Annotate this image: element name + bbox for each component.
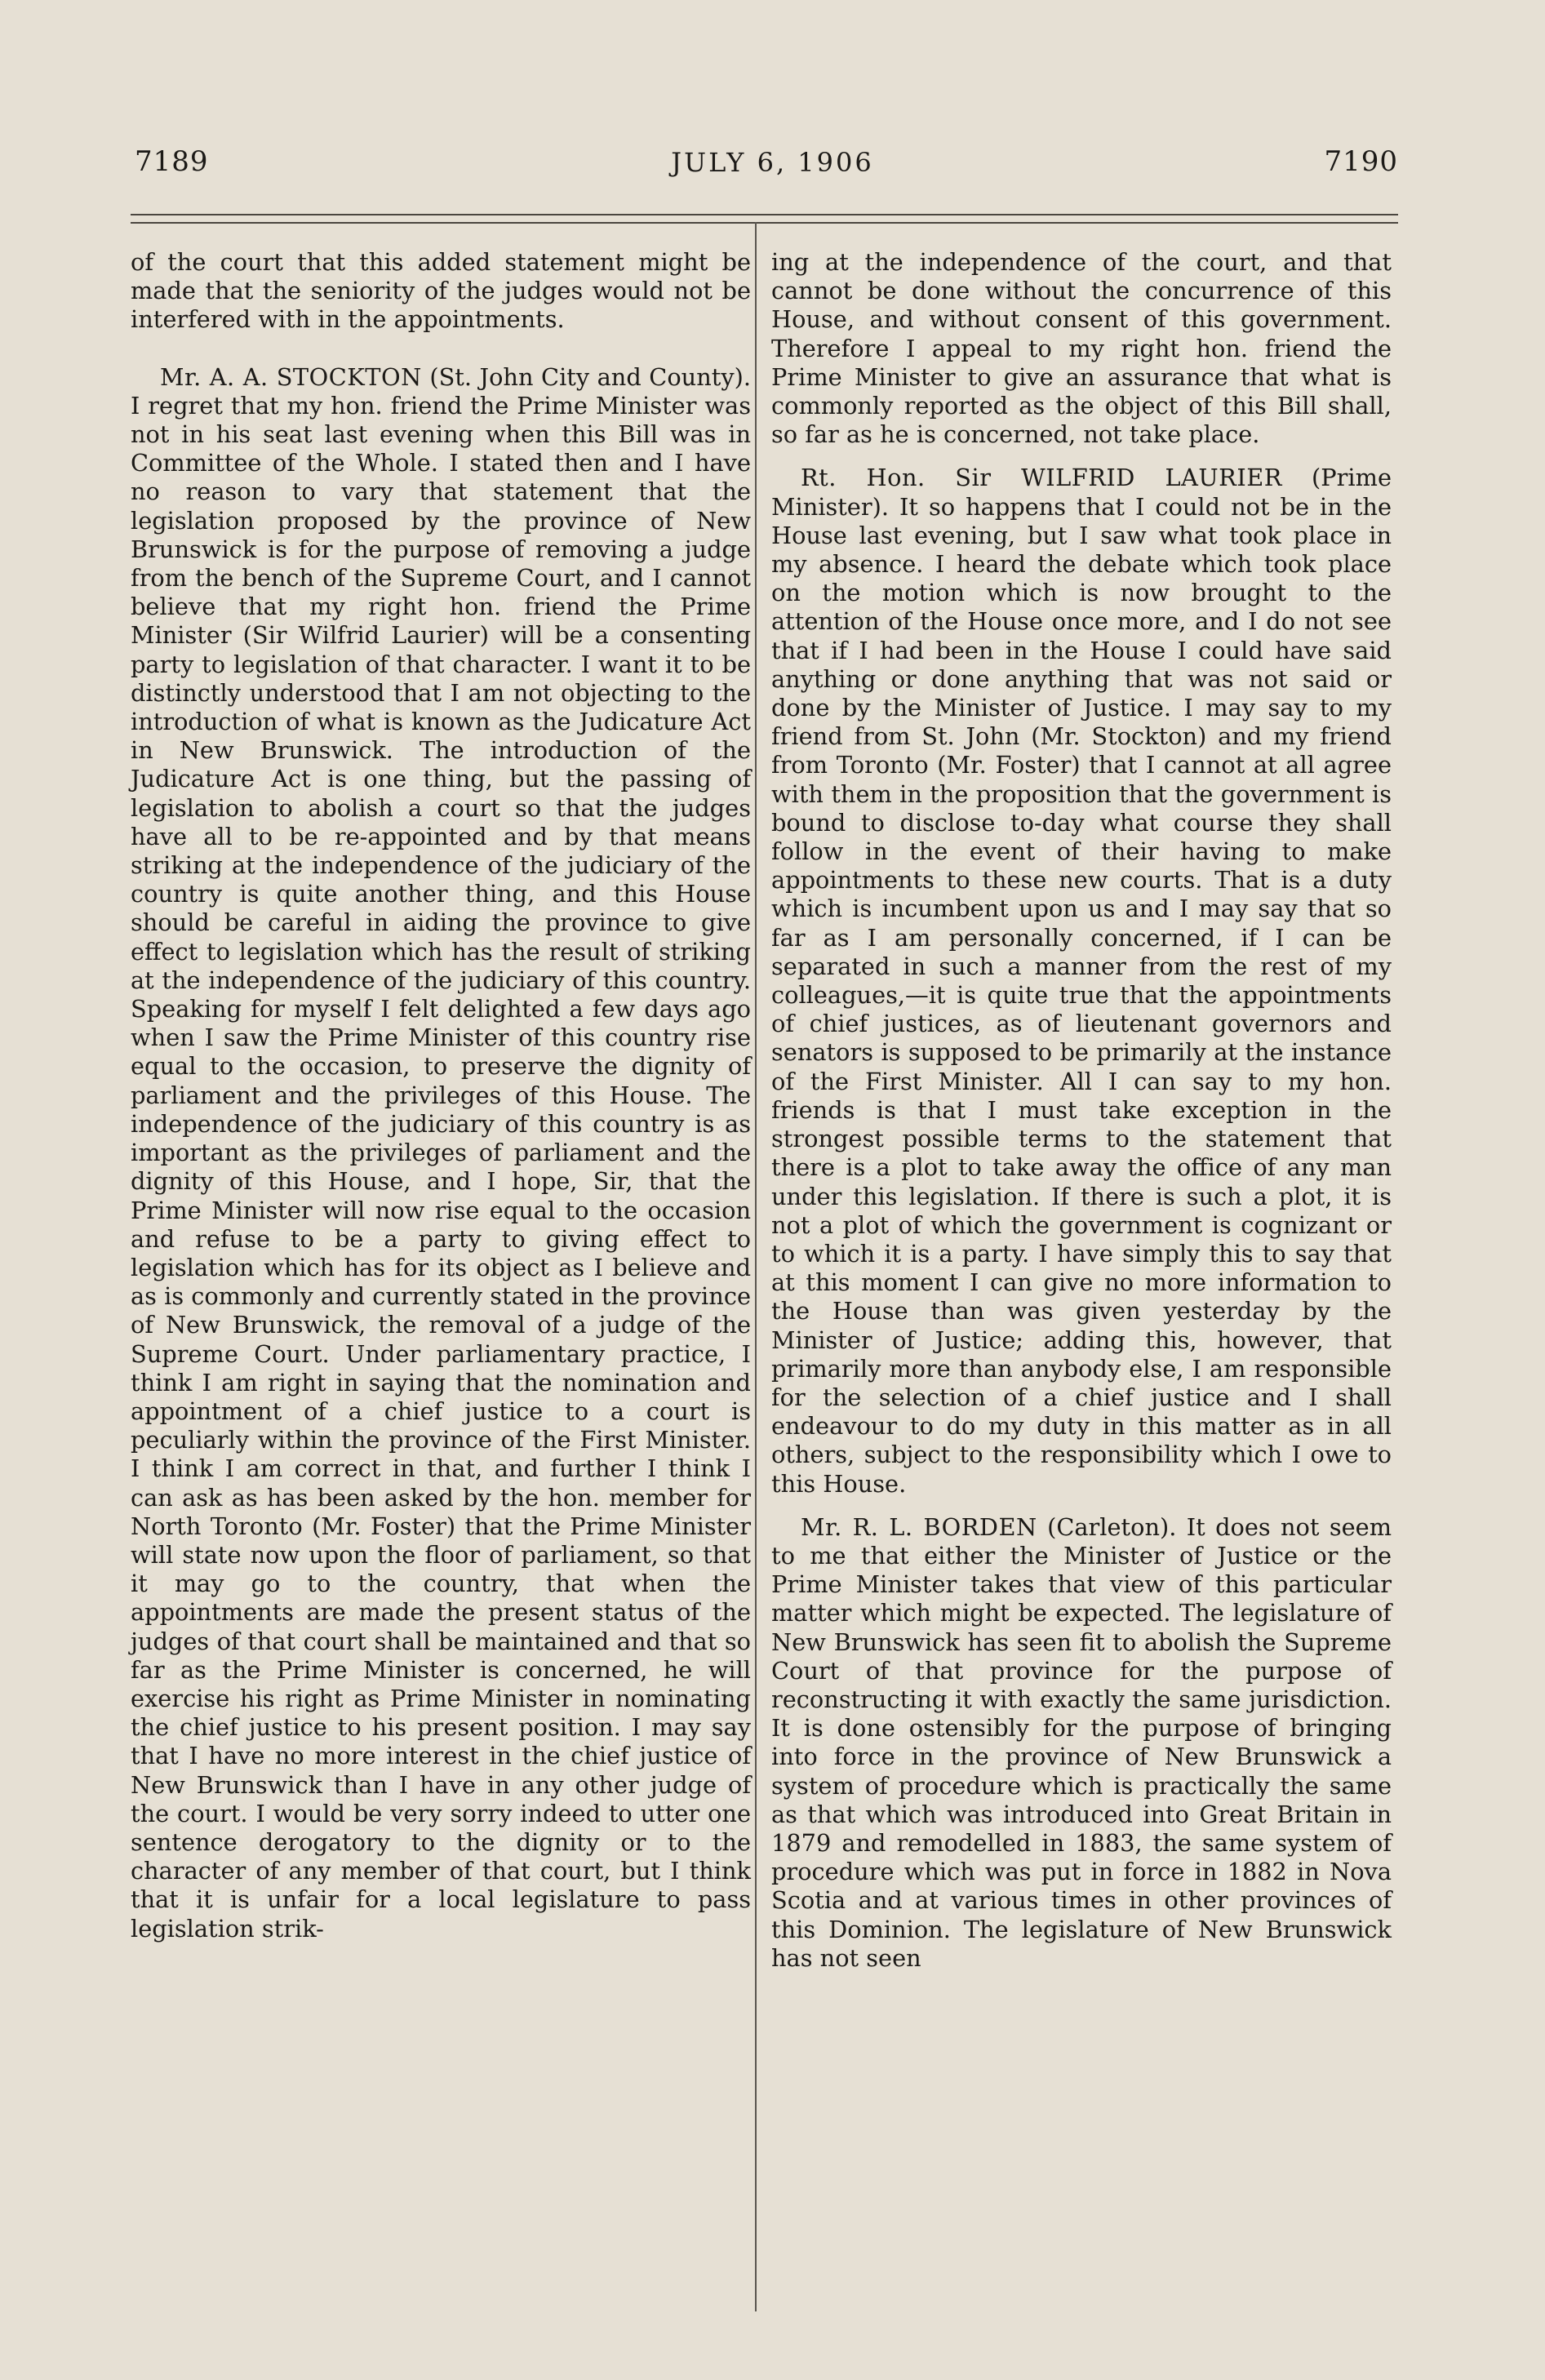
laurier-speech [771,464,1392,1498]
header-rule-bottom [131,222,1398,224]
right-continuation-paragraph: ing at the independence of the court, and that cannot be done without the concurrence of this House, and without consent of this government. Therefore I appeal to my right hon. friend the Prime Minister to give an assurance that what is commonly reported as the object of this Bill shall, so far as he is concerned, not take place. [771,248,1392,449]
right-column [771,248,1392,1973]
borden-speech [771,1513,1392,1973]
stockton-speech [131,363,751,1943]
speech-text: (Prime Minister). It so happens that I could not be in the House last evening, but I saw what took place in my absence. I heard the debate which took place on the motion which is now brought to the attention of the House once more, and I do not see that if I had been in the House I could have said anything or done anything that was not said or done by the Minister of Justice. I may say to my friend from St. John (Mr. Stockton) and my friend from Toronto (Mr. Foster) that I cannot at all agree with them in the proposition that the government is bound to disclose to-day what course they shall follow in the event of their having to make appointments to these new courts. That is a duty which is incumbent upon us and I may say that so far as I am personally concerned, if I can be separated in such a manner from the rest of my colleagues,—it is quite true that the appointments of chief justices, as of lieutenant governors and senators is supposed to be primarily at the instance of the First Minister. All I can say to my hon. friends is that I must take exception in the strongest possible terms to the statement that there is a plot to take away the office of any man under this legislation. If there is such a plot, it is not a plot of which the government is cognizant or to which it is a party. I have simply this to say that at this moment I can give no more information to the House than was given yesterday by the Minister of Justice; adding this, however, that primarily more than anybody else, I am responsible for the selection of a chief justice and I shall endeavour to do my duty in this matter as in all others, subject to the responsibility which I owe to this House. [771,464,1392,1498]
page-date: JULY 6, 1906 [671,147,874,178]
speech-text: (Carleton). It does not seem to me that either the Minister of Justice or the Prime Minister takes that view of this particular matter which might be expected. The legislature of New Brunswick has seen fit to abolish the Supreme Court of that province for the purpose of reconstructing it with exactly the same jurisdiction. It is done ostensibly for the purpose of bringing into force in the province of New Brunswick a system of procedure which is practically the same as that which was introduced into Great Britain in 1879 and remodelled in 1883, the same system of procedure which was put in force in 1882 in Nova Scotia and at various times in other provinces of this Dominion. The legislature of New Brunswick has not seen [771,1512,1392,1972]
header-rule-top [131,214,1398,215]
column-divider [755,222,757,2311]
speaker-name: Mr. A. A. STOCKTON [160,362,422,391]
speaker-name: Mr. R. L. BORDEN [801,1512,1037,1541]
left-continuation-paragraph: of the court that this added statement might be made that the seniority of the judges would not be interfered with in the appointments. [131,248,751,334]
right-page-number: 7190 [1324,145,1398,178]
page-header [0,145,1545,194]
speech-text: (St. John City and County). I regret that my hon. friend the Prime Minister was not in his seat last evening when this Bill was in Committee of the Whole. I stated then and I have no reason to vary that statement that the legislation proposed by the province of New Brunswick is for the purpose of removing a judge from the bench of the Supreme Court, and I cannot believe that my right hon. friend the Prime Minister (Sir Wilfrid Laurier) will be a consenting party to legislation of that character. I want it to be distinctly understood that I am not objecting to the introduction of what is known as the Judicature Act in New Brunswick. The introduction of the Judicature Act is one thing, but the passing of legislation to abolish a court so that the judges have all to be re-appointed and by that means striking at the independence of the judiciary of the country is quite another thing, and this House should be careful in aiding the province to give effect to legislation which has the result of striking at the independence of the judiciary of this country. Speaking for myself I felt delighted a few days ago when I saw the Prime Minister of this country rise equal to the occasion, to preserve the dignity of parliament and the privileges of this House. The independence of the judiciary of this country is as important as the privileges of parliament and the dignity of this House, and I hope, Sir, that the Prime Minister will now rise equal to the occasion and refuse to be a party to giving effect to legislation which has for its object as I believe and as is commonly and currently stated in the province of New Brunswick, the removal of a judge of the Supreme Court. Under parliamentary practice, I think I am right in saying that the nomination and appointment of a chief justice to a court is peculiarly within the province of the First Minister. I think I am correct in that, and further I think I can ask as has been asked by the hon. member for North Toronto (Mr. Foster) that the Prime Minister will state now upon the floor of parliament, so that it may go to the country, that when the appointments are made the present status of the judges of that court shall be maintained and that so far as the Prime Minister is concerned, he will exercise his right as Prime Minister in nominating the chief justice to his present position. I may say that I have no more interest in the chief justice of New Brunswick than I have in any other judge of the court. I would be very sorry indeed to utter one sentence derogatory to the dignity or to the character of any member of that court, but I think that it is unfair for a local legislature to pass legislation strik- [131,362,751,1943]
left-column [131,248,751,1943]
left-page-number: 7189 [135,145,209,178]
speaker-name: Rt. Hon. Sir WILFRID LAURIER [801,464,1282,492]
